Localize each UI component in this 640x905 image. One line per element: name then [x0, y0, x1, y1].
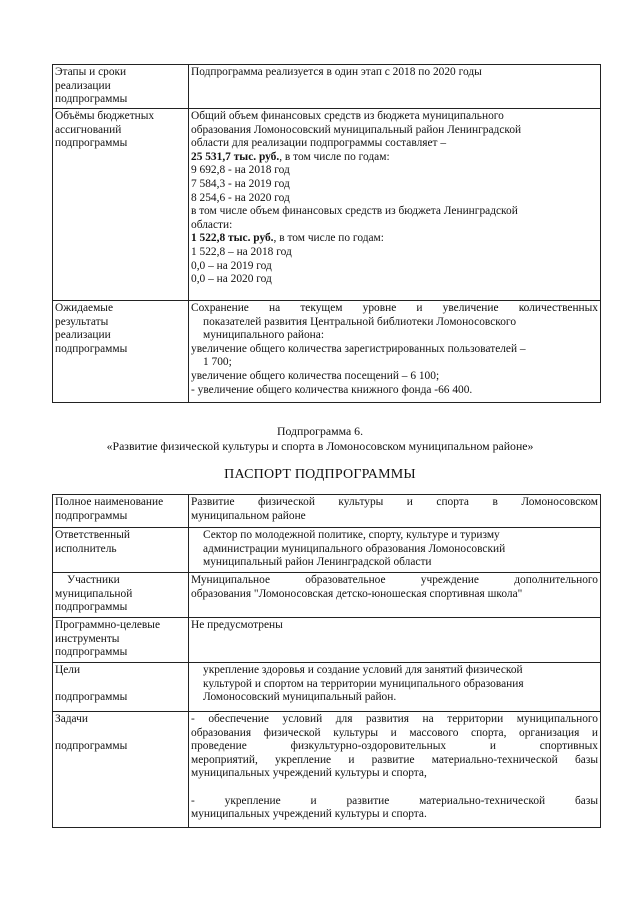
- row-label-budget: Объёмы бюджетных ассигнований подпрограммы: [53, 109, 189, 301]
- row-content-stages: Подпрограмма реализуется в один этап с 2018 по 2020 годы: [189, 65, 601, 109]
- table-row-stages: [53, 65, 601, 109]
- table-row-full-name: [53, 495, 601, 528]
- table-row-goals: [53, 663, 601, 712]
- row-label-tasks: Задачи подпрограммы: [53, 712, 189, 828]
- row-content-budget: Общий объем финансовых средств из бюджета муниципального образования Ломоносовский муниципальный район Ленинградской области для реализации подпрограммы составляет – 25 531,7 тыс. руб., в том числе по годам: 9 692,8 - на 2018 год 7 584,3 - на 2019 год 8 254,6 - на 2020 год в том числе объем финансовых средств из бюджета Ленинградской области: 1 522,8 тыс. руб., в том числе по годам: 1 522,8 – на 2018 год 0,0 – на 2019 год 0,0 – на 2020 год: [189, 109, 601, 301]
- row-content-goals: укрепление здоровья и создание условий для занятий физической культурой и спортом на территории муниципального образования Ломоносовский муниципальный район.: [189, 663, 601, 712]
- row-label-goals: Цели подпрограммы: [53, 663, 189, 712]
- row-content-expected-results: Сохранение на текущем уровне и увеличение количественных показателей развития Центральной библиотеки Ломоносовского муниципального района: увеличение общего количества зарегистрированных пользователей – 1 700; увеличение общего количества посещений – 6 100; - увеличение общего количества книжного фонда -66 400.: [189, 301, 601, 403]
- subprogram5-passport-continuation-table: [52, 64, 601, 403]
- row-content-responsible: Сектор по молодежной политике, спорту, культуре и туризму администрации муниципального образования Ломоносовский муниципальный район Ленинградской области: [189, 528, 601, 573]
- row-label-stages: Этапы и сроки реализации подпрограммы: [53, 65, 189, 109]
- row-label-participants: Участники муниципальной подпрограммы: [53, 573, 189, 618]
- table-row-participants: [53, 573, 601, 618]
- row-label-instruments: Программно-целевые инструменты подпрограммы: [53, 618, 189, 663]
- row-label-responsible: Ответственный исполнитель: [53, 528, 189, 573]
- passport-heading: ПАСПОРТ ПОДПРОГРАММЫ: [224, 467, 416, 482]
- table-row-responsible: [53, 528, 601, 573]
- subprogram-title: Подпрограмма 6.: [276, 424, 364, 438]
- row-content-instruments: Не предусмотрены: [189, 618, 601, 663]
- regional-amount: 1 522,8 тыс. руб.: [191, 232, 274, 245]
- total-amount: 25 531,7 тыс. руб.: [191, 150, 280, 163]
- subprogram6-passport-table: [52, 494, 601, 828]
- table-row-instruments: [53, 618, 601, 663]
- subprogram-name: «Развитие физической культуры и спорта в Ломоносовском муниципальном районе»: [106, 439, 534, 453]
- table-row-expected-results: [53, 301, 601, 403]
- row-content-full-name: Развитие физической культуры и спорта в Ломоносовском муниципальном районе: [189, 495, 601, 528]
- table-row-tasks: [53, 712, 601, 828]
- row-label-expected-results: Ожидаемые результаты реализации подпрограммы: [53, 301, 189, 403]
- row-content-participants: Муниципальное образовательное учреждение дополнительного образования "Ломоносовская детско-юношеская спортивная школа": [189, 573, 601, 618]
- row-label-full-name: Полное наименование подпрограммы: [53, 495, 189, 528]
- row-content-tasks: - обеспечение условий для развития на территории муниципального образования физической культуры и массового спорта, организация и проведение физкультурно-оздоровительных и спортивных мероприятий, укрепление и развитие материально-технической базы муниципальных учреждений культуры и спорта, - укрепление и развитие материально-технической базы муниципальных учреждений культуры и спорта.: [189, 712, 601, 828]
- table-row-budget: [53, 109, 601, 301]
